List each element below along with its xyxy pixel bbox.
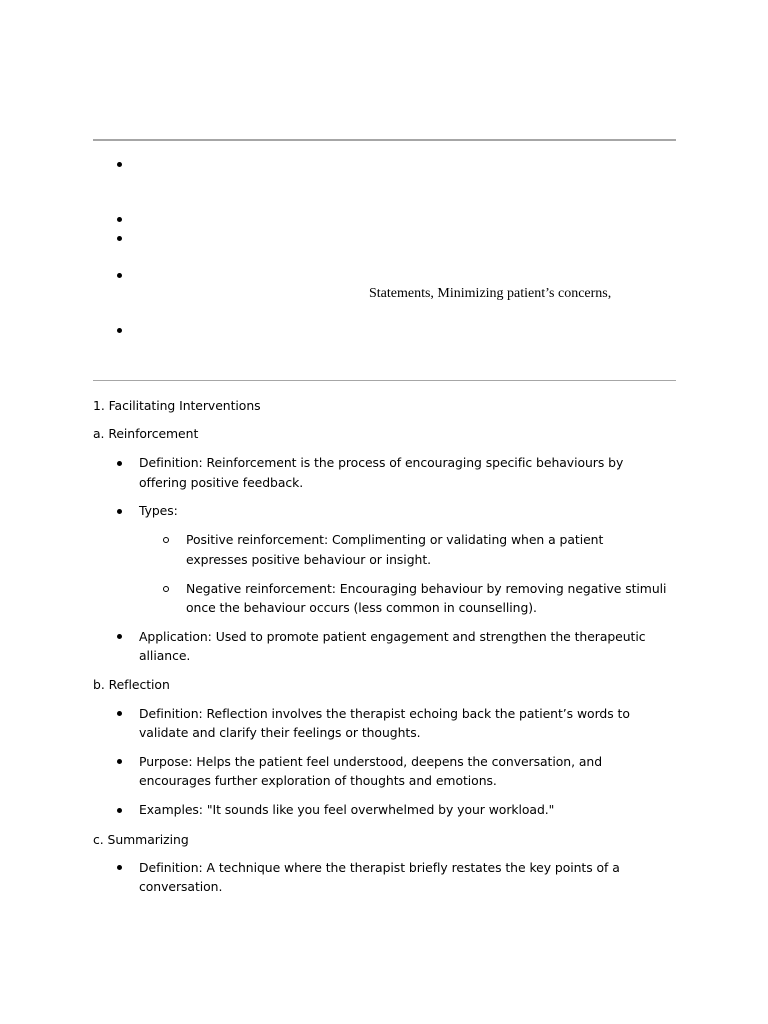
- subsection-heading-reinforcement: a. Reinforcement: [93, 426, 199, 441]
- top-divider: [93, 139, 676, 141]
- empty-bullet: [117, 162, 122, 167]
- reinforcement-definition-line2: offering positive feedback.: [139, 475, 304, 490]
- bullet: [117, 865, 122, 870]
- positive-reinforcement-line1: Positive reinforcement: Complimenting or validating when a patient: [186, 532, 604, 547]
- sub-bullet: [163, 586, 169, 592]
- empty-bullet: [117, 273, 122, 278]
- middle-divider: [93, 380, 676, 381]
- reflection-examples: Examples: "It sounds like you feel overwhelmed by your workload.": [139, 802, 555, 817]
- reflection-definition-line1: Definition: Reflection involves the therapist echoing back the patient’s words to: [139, 706, 630, 721]
- negative-reinforcement-line1: Negative reinforcement: Encouraging behaviour by removing negative stimuli: [186, 581, 667, 596]
- reinforcement-application-line2: alliance.: [139, 648, 191, 663]
- positive-reinforcement-line2: expresses positive behaviour or insight.: [186, 552, 432, 567]
- summarizing-definition-line2: conversation.: [139, 879, 223, 894]
- empty-bullet: [117, 328, 122, 333]
- reinforcement-definition-line1: Definition: Reinforcement is the process of encouraging specific behaviours by: [139, 455, 624, 470]
- partial-text-line: Statements, Minimizing patient’s concerns,: [369, 286, 612, 301]
- bullet: [117, 759, 122, 764]
- reinforcement-types-label: Types:: [139, 503, 178, 518]
- bullet: [117, 509, 122, 514]
- bullet: [117, 711, 122, 716]
- subsection-heading-reflection: b. Reflection: [93, 677, 170, 692]
- subsection-heading-summarizing: c. Summarizing: [93, 832, 189, 847]
- empty-bullet: [117, 217, 122, 222]
- reflection-definition-line2: validate and clarify their feelings or thoughts.: [139, 725, 421, 740]
- summarizing-definition-line1: Definition: A technique where the therapist briefly restates the key points of a: [139, 860, 620, 875]
- section-heading: 1. Facilitating Interventions: [93, 398, 261, 413]
- empty-bullet: [117, 236, 122, 241]
- bullet: [117, 808, 122, 813]
- reflection-purpose-line2: encourages further exploration of thoughts and emotions.: [139, 773, 497, 788]
- bullet: [117, 461, 122, 466]
- sub-bullet: [163, 537, 169, 543]
- reinforcement-application-line1: Application: Used to promote patient engagement and strengthen the therapeutic: [139, 629, 646, 644]
- reflection-purpose-line1: Purpose: Helps the patient feel understood, deepens the conversation, and: [139, 754, 603, 769]
- bullet: [117, 634, 122, 639]
- negative-reinforcement-line2: once the behaviour occurs (less common in counselling).: [186, 600, 537, 615]
